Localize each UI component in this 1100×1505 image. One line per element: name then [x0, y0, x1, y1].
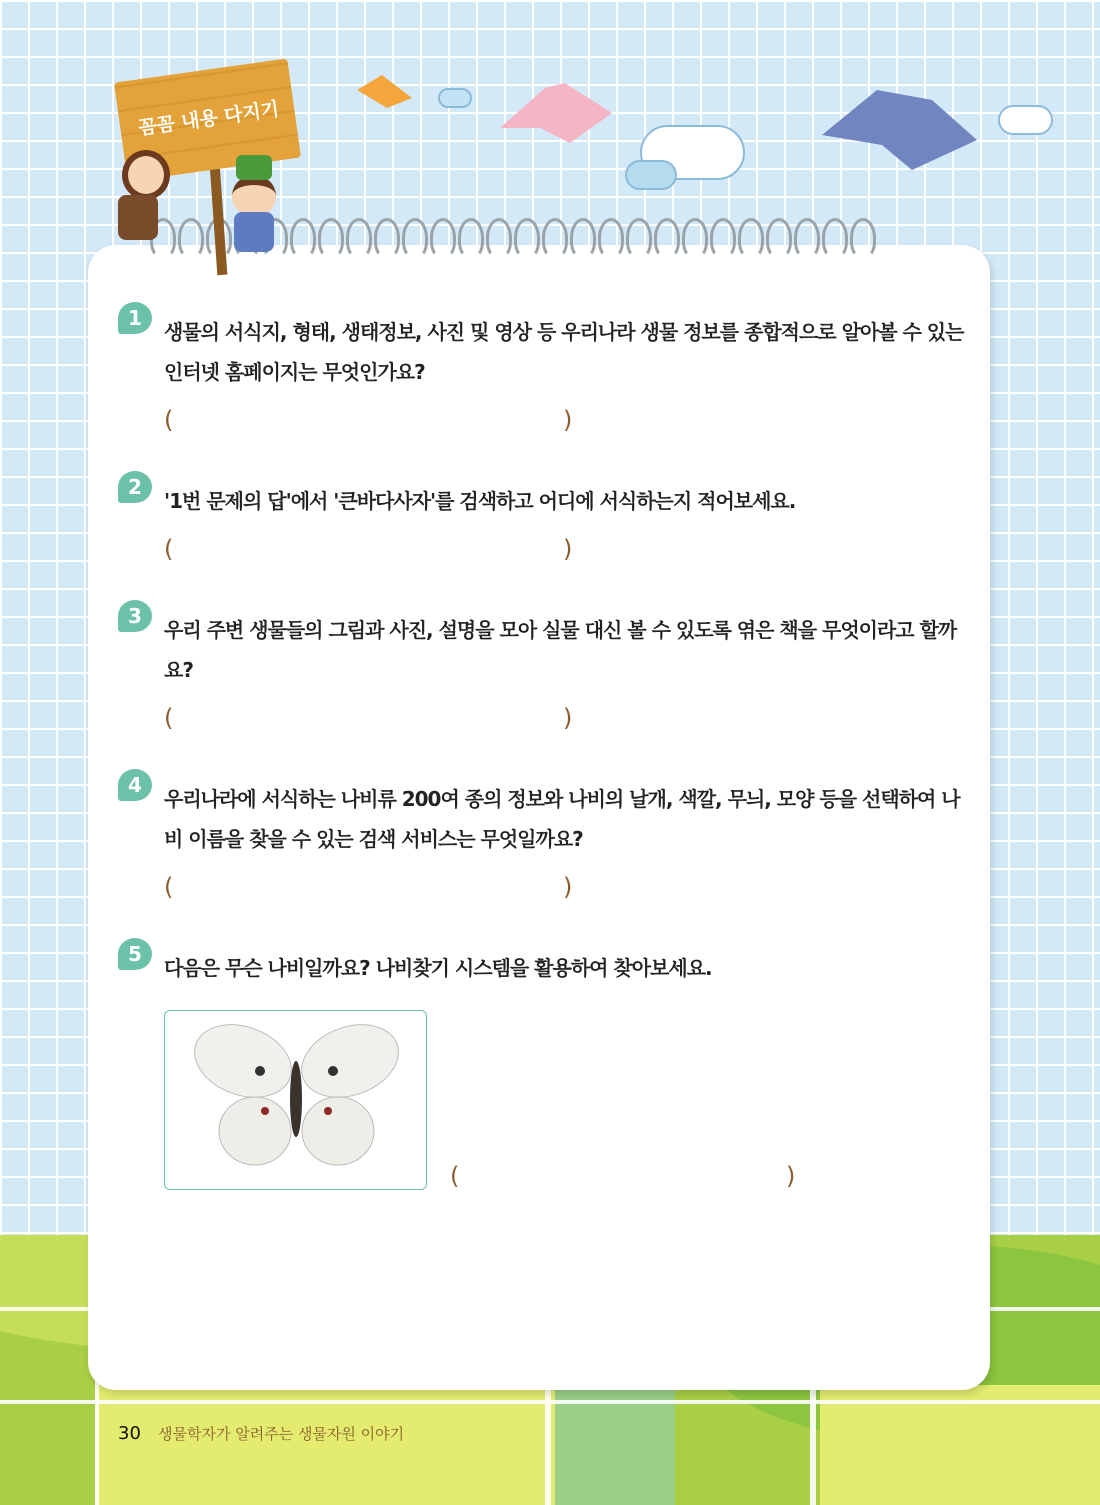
question-text: 우리나라에 서식하는 나비류 200여 종의 정보와 나비의 날개, 색깔, 무늬, 모양 등을 선택하여 나비 이름을 찾을 수 있는 검색 서비스는 무엇일까요?	[164, 787, 960, 851]
answer-row-with-image	[118, 1010, 978, 1192]
answer-open-paren: (	[164, 704, 174, 732]
question-number-badge: 4	[118, 769, 152, 801]
question-number-badge: 3	[118, 600, 152, 632]
answer-close-paren: )	[563, 873, 573, 901]
question-1	[118, 306, 978, 392]
answer-row	[118, 702, 978, 734]
question-number-badge: 5	[118, 938, 152, 970]
question-5	[118, 942, 978, 988]
question-2	[118, 475, 978, 521]
kid-illustration	[122, 150, 170, 200]
question-text: 다음은 무슨 나비일까요? 나비찾기 시스템을 활용하여 찾아보세요.	[164, 956, 712, 980]
answer-close-paren: )	[786, 1162, 796, 1190]
kid-illustration-body	[118, 195, 158, 240]
question-text: 생물의 서식지, 형태, 생태정보, 사진 및 영상 등 우리나라 생물 정보를 종합적으로 알아볼 수 있는 인터넷 홈페이지는 무엇인가요?	[164, 320, 964, 384]
answer-close-paren: )	[563, 704, 573, 732]
question-4	[118, 773, 978, 859]
question-number-badge: 2	[118, 471, 152, 503]
cloud-decoration	[625, 160, 677, 190]
question-number-badge: 1	[118, 302, 152, 334]
girl-illustration	[232, 175, 276, 217]
book-title: 생물학자가 알려주는 생물자원 이야기	[158, 1425, 405, 1443]
butterfly-image	[165, 1011, 428, 1191]
book-illustration-blue	[822, 85, 980, 175]
answer-row	[118, 404, 978, 436]
butterfly-image-frame	[164, 1010, 427, 1190]
plant-pot-icon	[236, 155, 272, 180]
answer-close-paren: )	[563, 535, 573, 563]
question-3	[118, 604, 978, 690]
girl-illustration-body	[234, 212, 274, 252]
page-number: 30	[118, 1423, 141, 1444]
cloud-decoration	[998, 105, 1053, 135]
answer-close-paren: )	[563, 406, 573, 434]
book-illustration-pink	[500, 78, 615, 148]
answer-open-paren: (	[164, 873, 174, 901]
answer-open-paren: (	[164, 535, 174, 563]
answer-open-paren: (	[164, 406, 174, 434]
question-text: '1번 문제의 답'에서 '큰바다사자'를 검색하고 어디에 서식하는지 적어보세요.	[164, 489, 796, 513]
answer-row	[118, 871, 978, 903]
answer-row	[118, 533, 978, 565]
question-list	[118, 306, 978, 1192]
question-text: 우리 주변 생물들의 그림과 사진, 설명을 모아 실물 대신 볼 수 있도록 엮은 책을 무엇이라고 할까요?	[164, 618, 957, 682]
book-illustration-orange	[352, 70, 417, 110]
section-title: 꼼꼼 내용 다지기	[137, 98, 281, 140]
answer-open-paren: (	[450, 1162, 460, 1190]
cloud-decoration	[438, 88, 472, 108]
